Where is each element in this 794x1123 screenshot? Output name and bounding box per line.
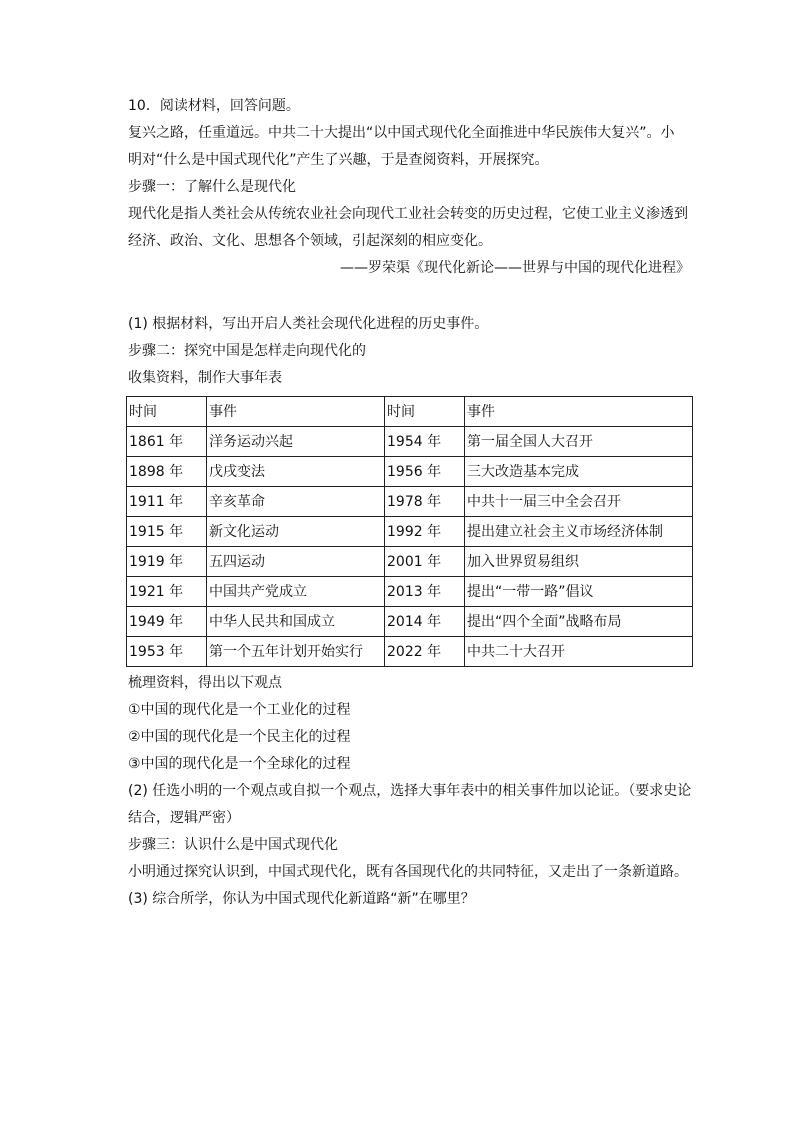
viewpoint-item-3: ③中国的现代化是一个全球化的过程	[128, 756, 351, 772]
viewpoint-item-1: ①中国的现代化是一个工业化的过程	[128, 702, 351, 718]
material-line-2: 经济、政治、文化、思想各个领域，引起深刻的相应变化。	[128, 233, 492, 249]
table-cell: 1956 年	[385, 457, 465, 487]
chronology-table	[126, 396, 693, 667]
table-cell: 第一届全国人大召开	[465, 427, 693, 457]
header-event-2: 事件	[465, 397, 693, 427]
sub-question-1: (1) 根据材料，写出开启人类社会现代化进程的历史事件。	[128, 316, 489, 332]
sub-question-2-line-1: (2) 任选小明的一个观点或自拟一个观点，选择大事年表中的相关事件加以论证。（要求史论	[128, 783, 692, 799]
table-row	[127, 547, 693, 577]
step3-text: 小明通过探究认识到，中国式现代化，既有各国现代化的共同特征，又走出了一条新道路。	[128, 864, 688, 880]
table-cell: 1861 年	[127, 427, 207, 457]
table-cell: 2022 年	[385, 637, 465, 667]
table-cell: 中共十一届三中全会召开	[465, 487, 693, 517]
table-cell: 2014 年	[385, 607, 465, 637]
step2-title: 步骤二：探究中国是怎样走向现代化的	[128, 343, 366, 359]
question-number-line: 10．阅读材料，回答问题。	[128, 98, 300, 114]
table-cell: 第一个五年计划开始实行	[207, 637, 385, 667]
table-row	[127, 577, 693, 607]
collect-line: 收集资料，制作大事年表	[128, 370, 282, 386]
table-cell: 1949 年	[127, 607, 207, 637]
table-cell: 1954 年	[385, 427, 465, 457]
table-cell: 戊戌变法	[207, 457, 385, 487]
table-cell: 1921 年	[127, 577, 207, 607]
sub-question-2-line-2: 结合，逻辑严密）	[128, 810, 240, 826]
material-source: ——罗荣渠《现代化新论——世界与中国的现代化进程》	[340, 260, 690, 276]
table-cell: 加入世界贸易组织	[465, 547, 693, 577]
table-cell: 辛亥革命	[207, 487, 385, 517]
material-line-1: 现代化是指人类社会从传统农业社会向现代工业社会转变的历史过程，它使工业主义渗透到	[128, 206, 688, 222]
viewpoints-intro: 梳理资料，得出以下观点	[128, 675, 282, 691]
table-cell: 2013 年	[385, 577, 465, 607]
table-cell: 中共二十大召开	[465, 637, 693, 667]
sub-question-3: (3) 综合所学，你认为中国式现代化新道路“新”在哪里？	[128, 891, 475, 907]
table-cell: 中华人民共和国成立	[207, 607, 385, 637]
table-cell: 1911 年	[127, 487, 207, 517]
header-time-2: 时间	[385, 397, 465, 427]
table-cell: 2001 年	[385, 547, 465, 577]
table-cell: 1898 年	[127, 457, 207, 487]
table-row	[127, 607, 693, 637]
table-row	[127, 487, 693, 517]
header-time-1: 时间	[127, 397, 207, 427]
table-cell: 1919 年	[127, 547, 207, 577]
table-cell: 提出建立社会主义市场经济体制	[465, 517, 693, 547]
table-cell: 1992 年	[385, 517, 465, 547]
table-cell: 提出“四个全面”战略布局	[465, 607, 693, 637]
table-row	[127, 517, 693, 547]
step1-title: 步骤一：了解什么是现代化	[128, 179, 296, 195]
header-event-1: 事件	[207, 397, 385, 427]
step3-title: 步骤三：认识什么是中国式现代化	[128, 837, 338, 853]
table-cell: 1915 年	[127, 517, 207, 547]
viewpoint-item-2: ②中国的现代化是一个民主化的过程	[128, 729, 351, 745]
table-cell: 新文化运动	[207, 517, 385, 547]
table-cell: 1953 年	[127, 637, 207, 667]
table-row	[127, 637, 693, 667]
table-cell: 中国共产党成立	[207, 577, 385, 607]
table-cell: 提出“一带一路”倡议	[465, 577, 693, 607]
table-cell: 洋务运动兴起	[207, 427, 385, 457]
table-header-row	[127, 397, 693, 427]
table-cell: 1978 年	[385, 487, 465, 517]
table-row	[127, 427, 693, 457]
intro-line-2: 明对“什么是中国式现代化”产生了兴趣，于是查阅资料，开展探究。	[128, 152, 549, 168]
table-cell: 三大改造基本完成	[465, 457, 693, 487]
table-row	[127, 457, 693, 487]
table-cell: 五四运动	[207, 547, 385, 577]
intro-line-1: 复兴之路，任重道远。中共二十大提出“以中国式现代化全面推进中华民族伟大复兴”。小	[128, 125, 675, 141]
